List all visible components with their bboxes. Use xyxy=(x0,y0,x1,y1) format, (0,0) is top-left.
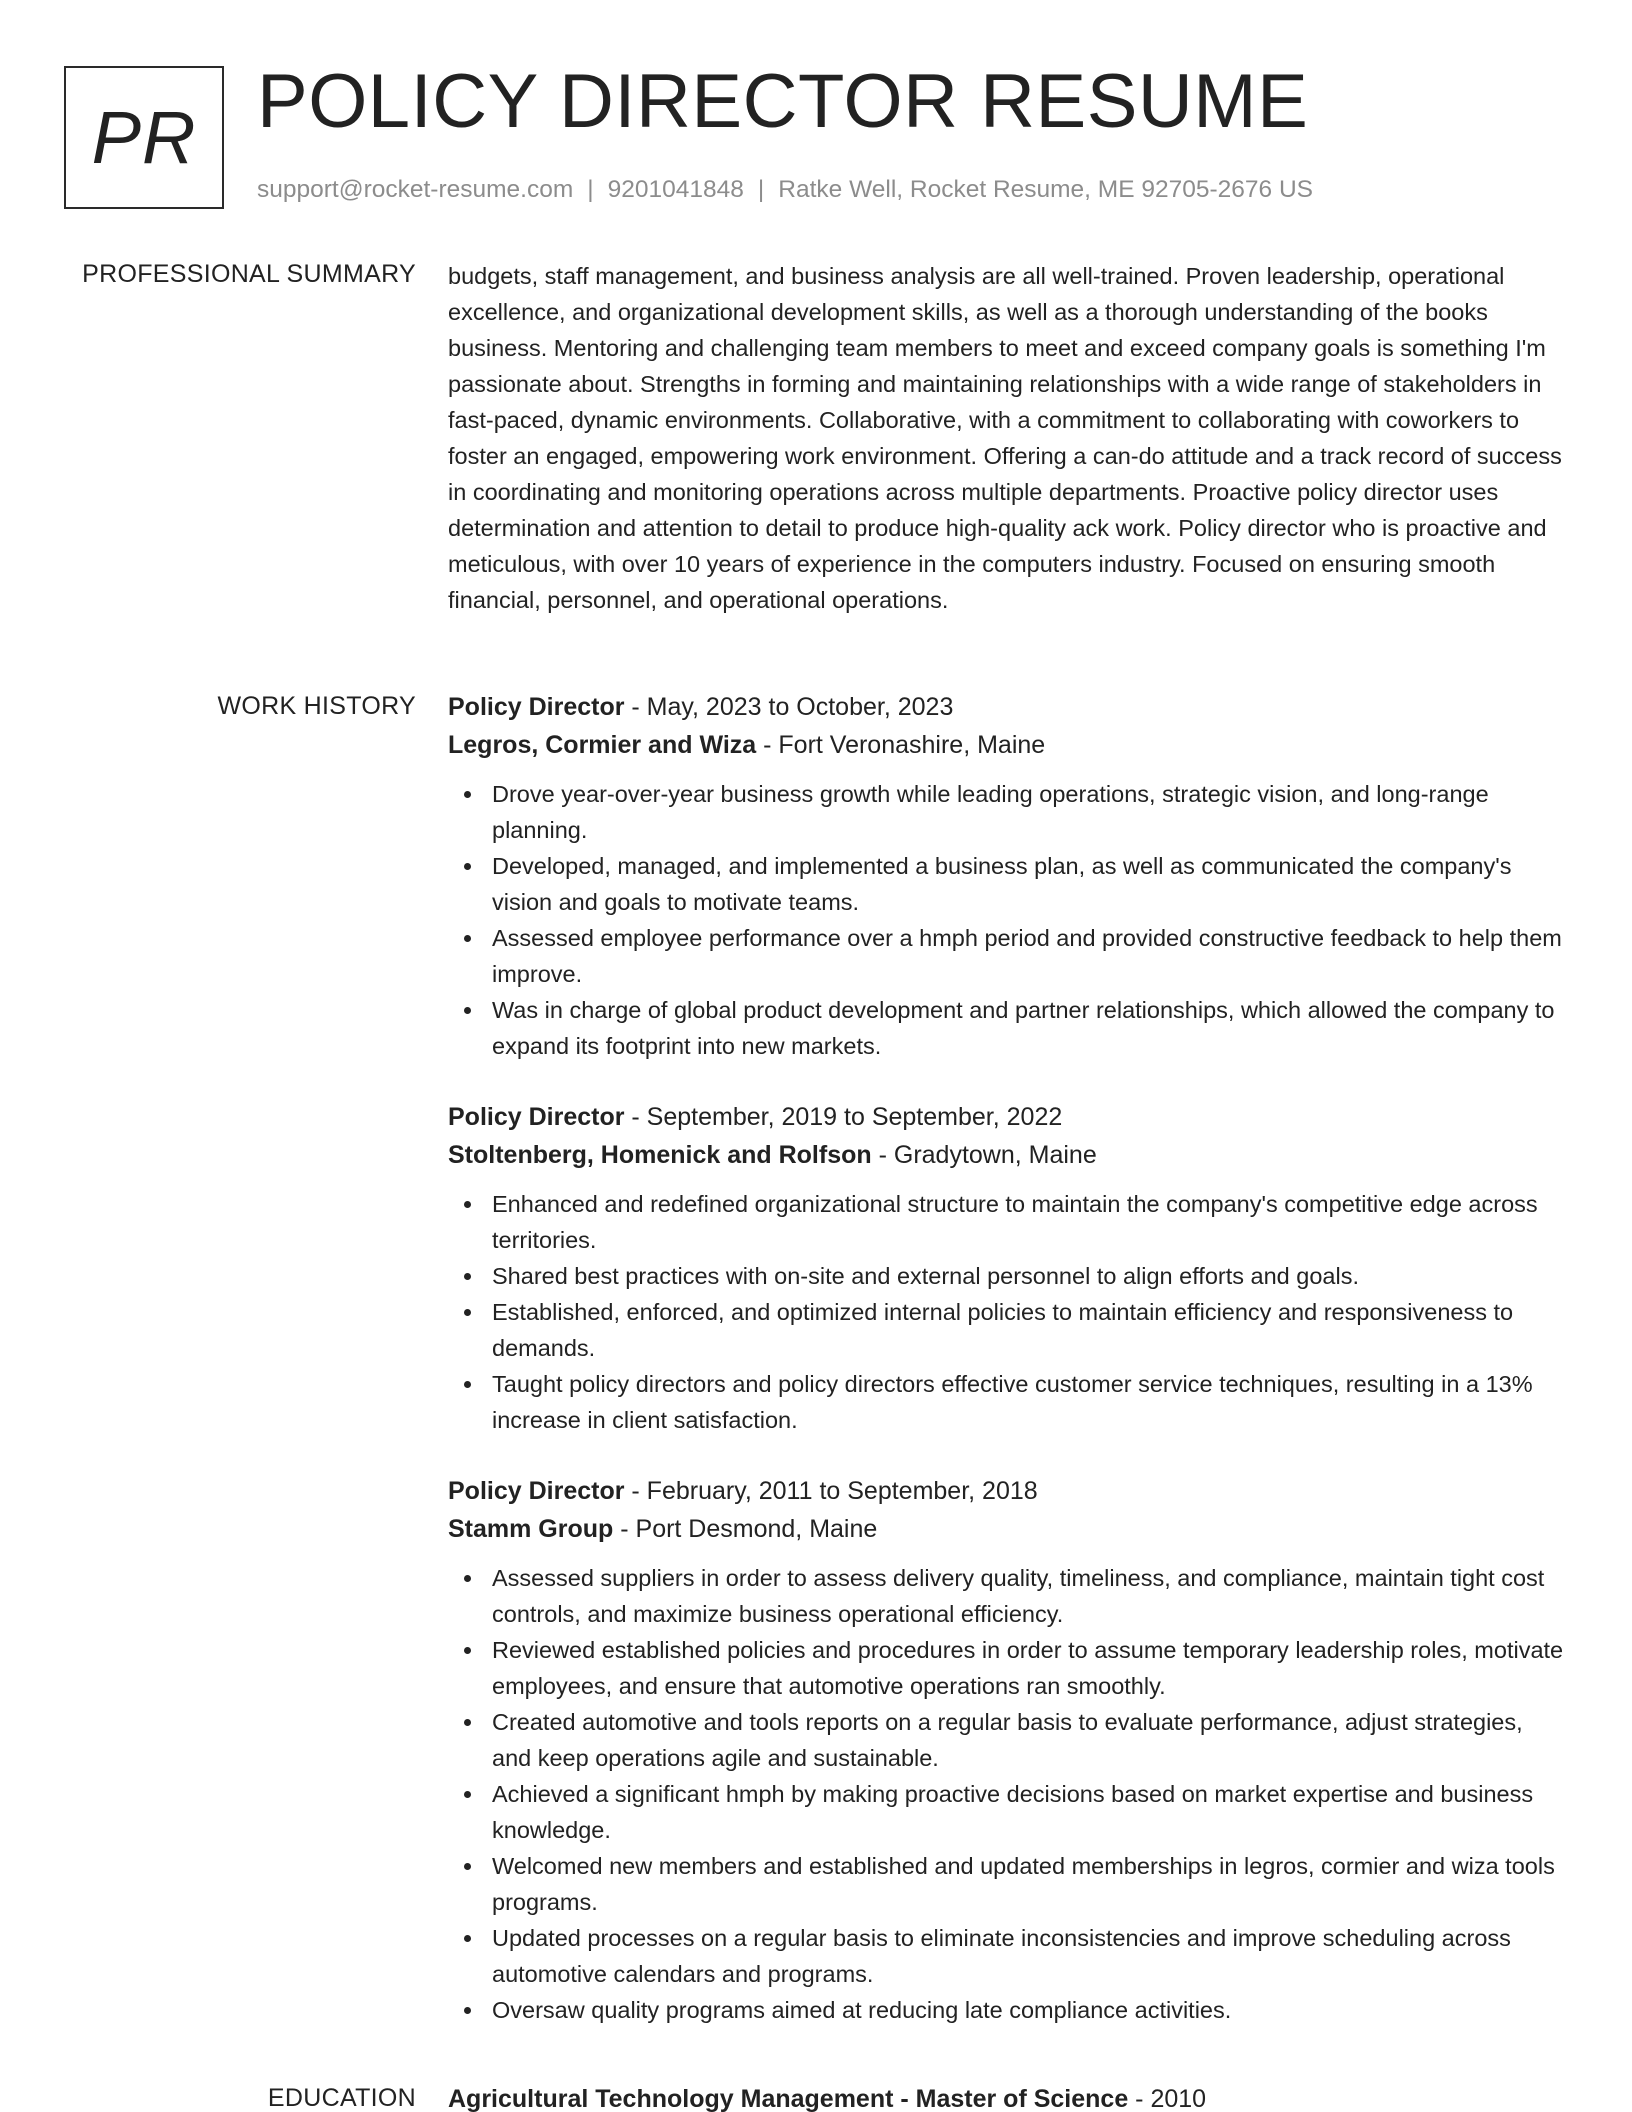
job-location: - Fort Veronashire, Maine xyxy=(756,731,1046,759)
job-bullet: Established, enforced, and optimized internal policies to maintain efficiency and responsiveness to demands. xyxy=(448,1294,1564,1366)
job-bullets xyxy=(448,1560,1564,2028)
job-title-line xyxy=(448,688,1564,726)
contact-phone[interactable]: 9201041848 xyxy=(607,176,744,203)
job-company: Legros, Cormier and Wiza xyxy=(448,731,757,759)
work-history-heading: WORK HISTORY xyxy=(217,692,416,720)
job-company: Stoltenberg, Homenick and Rolfson xyxy=(448,1141,872,1169)
contact-separator: | xyxy=(587,176,594,203)
monogram-logo xyxy=(64,66,224,209)
job-title: Policy Director xyxy=(448,1477,625,1505)
job-bullet: Developed, managed, and implemented a business plan, as well as communicated the company's vision and goals to motivate teams. xyxy=(448,848,1564,920)
job-dates: - February, 2011 to September, 2018 xyxy=(624,1477,1038,1505)
job-bullet: Assessed suppliers in order to assess delivery quality, timeliness, and compliance, maintain tight cost controls, and maximize business operational efficiency. xyxy=(448,1560,1564,1632)
job-bullet: Was in charge of global product development and partner relationships, which allowed the company to expand its footprint into new markets. xyxy=(448,992,1564,1064)
contact-info xyxy=(257,176,1313,204)
job-company-line xyxy=(448,1510,1564,1548)
page-title: POLICY DIRECTOR RESUME xyxy=(257,59,1309,144)
job-title-line xyxy=(448,1098,1564,1136)
job-bullet: Drove year-over-year business growth while leading operations, strategic vision, and long-range planning. xyxy=(448,776,1564,848)
job-bullet: Taught policy directors and policy directors effective customer service techniques, resulting in a 13% increase in client satisfaction. xyxy=(448,1366,1564,1438)
job-title: Policy Director xyxy=(448,693,625,721)
job-location: - Gradytown, Maine xyxy=(871,1141,1097,1169)
job-company-line xyxy=(448,1136,1564,1174)
education-year: - 2010 xyxy=(1128,2085,1207,2112)
job-entry xyxy=(448,1098,1564,1438)
job-title-line xyxy=(448,1472,1564,1510)
job-bullet: Shared best practices with on-site and external personnel to align efforts and goals. xyxy=(448,1258,1564,1294)
contact-email[interactable]: support@rocket-resume.com xyxy=(257,176,574,203)
job-bullet: Enhanced and redefined organizational structure to maintain the company's competitive edge across territories. xyxy=(448,1186,1564,1258)
job-bullets xyxy=(448,776,1564,1064)
job-bullet: Welcomed new members and established and updated memberships in legros, cormier and wiza tools programs. xyxy=(448,1848,1564,1920)
job-company: Stamm Group xyxy=(448,1515,614,1543)
education-heading: EDUCATION xyxy=(267,2084,416,2112)
education-degree: Agricultural Technology Management - Master of Science xyxy=(448,2085,1129,2112)
job-location: - Port Desmond, Maine xyxy=(613,1515,878,1543)
contact-address: Ratke Well, Rocket Resume, ME 92705-2676 US xyxy=(778,176,1313,203)
job-title: Policy Director xyxy=(448,1103,625,1131)
job-bullet: Achieved a significant hmph by making proactive decisions based on market expertise and business knowledge. xyxy=(448,1776,1564,1848)
work-history-list xyxy=(448,688,1564,2062)
job-bullet: Assessed employee performance over a hmph period and provided constructive feedback to help them improve. xyxy=(448,920,1564,992)
job-bullet: Oversaw quality programs aimed at reducing late compliance activities. xyxy=(448,1992,1564,2028)
job-bullet: Updated processes on a regular basis to eliminate inconsistencies and improve scheduling across automotive calendars and programs. xyxy=(448,1920,1564,1992)
monogram-initials: PR xyxy=(91,96,197,179)
job-entry xyxy=(448,688,1564,1064)
job-company-line xyxy=(448,726,1564,764)
summary-heading: PROFESSIONAL SUMMARY xyxy=(82,260,416,288)
job-bullet: Reviewed established policies and procedures in order to assume temporary leadership roles, motivate employees, and ensure that automotive operations ran smoothly. xyxy=(448,1632,1564,1704)
job-bullets xyxy=(448,1186,1564,1438)
job-dates: - May, 2023 to October, 2023 xyxy=(624,693,954,721)
job-dates: - September, 2019 to September, 2022 xyxy=(624,1103,1063,1131)
education-line xyxy=(448,2080,1564,2112)
education-entry xyxy=(448,2080,1564,2112)
contact-separator: | xyxy=(757,176,765,203)
job-bullet: Created automotive and tools reports on a regular basis to evaluate performance, adjust strategies, and keep operations agile and sustainable. xyxy=(448,1704,1564,1776)
job-entry xyxy=(448,1472,1564,2028)
summary-text: budgets, staff management, and business analysis are all well-trained. Proven leadership, operational excellence, and organizational development skills, as well as a thorough understanding of the books business. Mentoring and challenging team members to meet and exceed company goals is something I'm passionate about. Strengths in forming and maintaining relationships with a wide range of stakeholders in fast-paced, dynamic environments. Collaborative, with a commitment to collaborating with coworkers to foster an engaged, empowering work environment. Offering a can-do attitude and a track record of success in coordinating and monitoring operations across multiple departments. Proactive policy director uses determination and attention to detail to produce high-quality ack work. Policy director who is proactive and meticulous, with over 10 years of experience in the computers industry. Focused on ensuring smooth financial, personnel, and operational operations. xyxy=(448,263,1562,613)
